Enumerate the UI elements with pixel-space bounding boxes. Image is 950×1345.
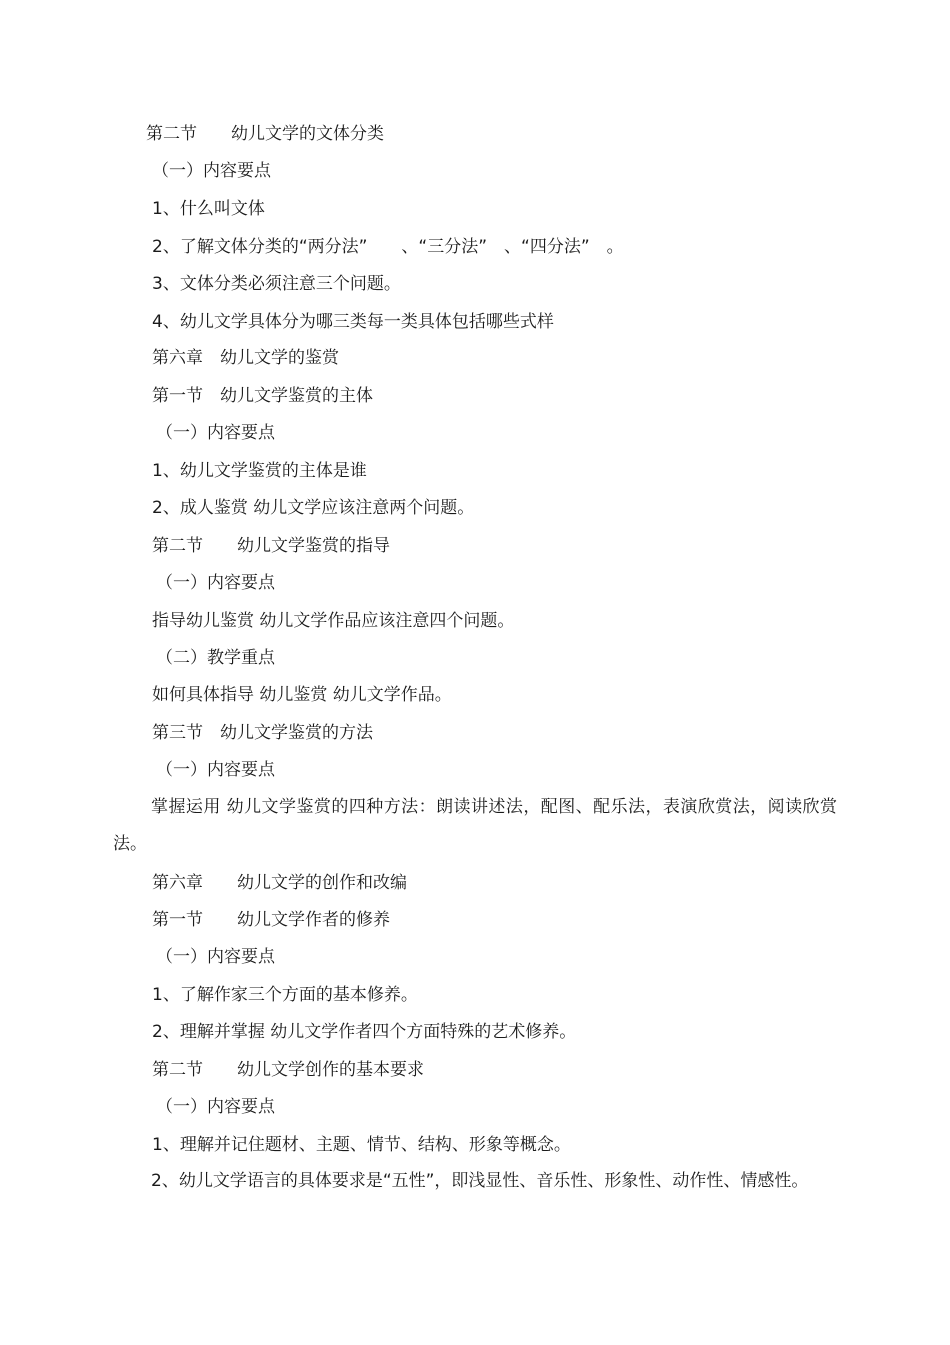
subsection-heading: （一）内容要点 (156, 947, 275, 967)
paragraph: 2、幼儿文学语言的具体要求是“五性”，即浅显性、音乐性、形象性、动作性、情感性。 (151, 1171, 809, 1191)
list-item: 1、了解作家三个方面的基本修养。 (152, 985, 418, 1005)
list-item: 1、什么叫文体 (152, 199, 265, 219)
list-item: 1、幼儿文学鉴赏的主体是谁 (152, 461, 367, 481)
list-item: 1、理解并记住题材、主题、情节、结构、形象等概念。 (152, 1135, 571, 1155)
list-item: 2、了解文体分类的“两分法” 、“三分法” 、“四分法” 。 (152, 237, 624, 257)
list-item: 4、幼儿文学具体分为哪三类每一类具体包括哪些式样 (152, 312, 554, 332)
subsection-heading: （一）内容要点 (152, 161, 271, 181)
section-heading: 第一节 幼儿文学作者的修养 (152, 910, 390, 930)
paragraph: 指导幼儿鉴赏 幼儿文学作品应该注意四个问题。 (152, 611, 515, 631)
subsection-heading: （二）教学重点 (156, 648, 275, 668)
list-item: 2、成人鉴赏 幼儿文学应该注意两个问题。 (152, 498, 475, 518)
subsection-heading: （一）内容要点 (156, 423, 275, 443)
subsection-heading: （一）内容要点 (156, 760, 275, 780)
list-item: 3、文体分类必须注意三个问题。 (152, 274, 401, 294)
section-heading: 第三节 幼儿文学鉴赏的方法 (152, 723, 373, 743)
list-item: 2、理解并掌握 幼儿文学作者四个方面特殊的艺术修养。 (152, 1022, 577, 1042)
chapter-heading: 第六章 幼儿文学的创作和改编 (152, 873, 407, 893)
chapter-heading: 第六章 幼儿文学的鉴赏 (152, 348, 339, 368)
section-heading: 第二节 幼儿文学鉴赏的指导 (152, 536, 390, 556)
subsection-heading: （一）内容要点 (156, 1097, 275, 1117)
section-heading: 第二节 幼儿文学创作的基本要求 (152, 1060, 424, 1080)
section-heading: 第二节 幼儿文学的文体分类 (146, 124, 384, 144)
paragraph: 如何具体指导 幼儿鉴赏 幼儿文学作品。 (152, 685, 452, 705)
section-heading: 第一节 幼儿文学鉴赏的主体 (152, 386, 373, 406)
subsection-heading: （一）内容要点 (156, 573, 275, 593)
paragraph: 掌握运用 幼儿文学鉴赏的四种方法：朗读讲述法，配图、配乐法，表演欣赏法，阅读欣赏法。 (113, 797, 837, 854)
